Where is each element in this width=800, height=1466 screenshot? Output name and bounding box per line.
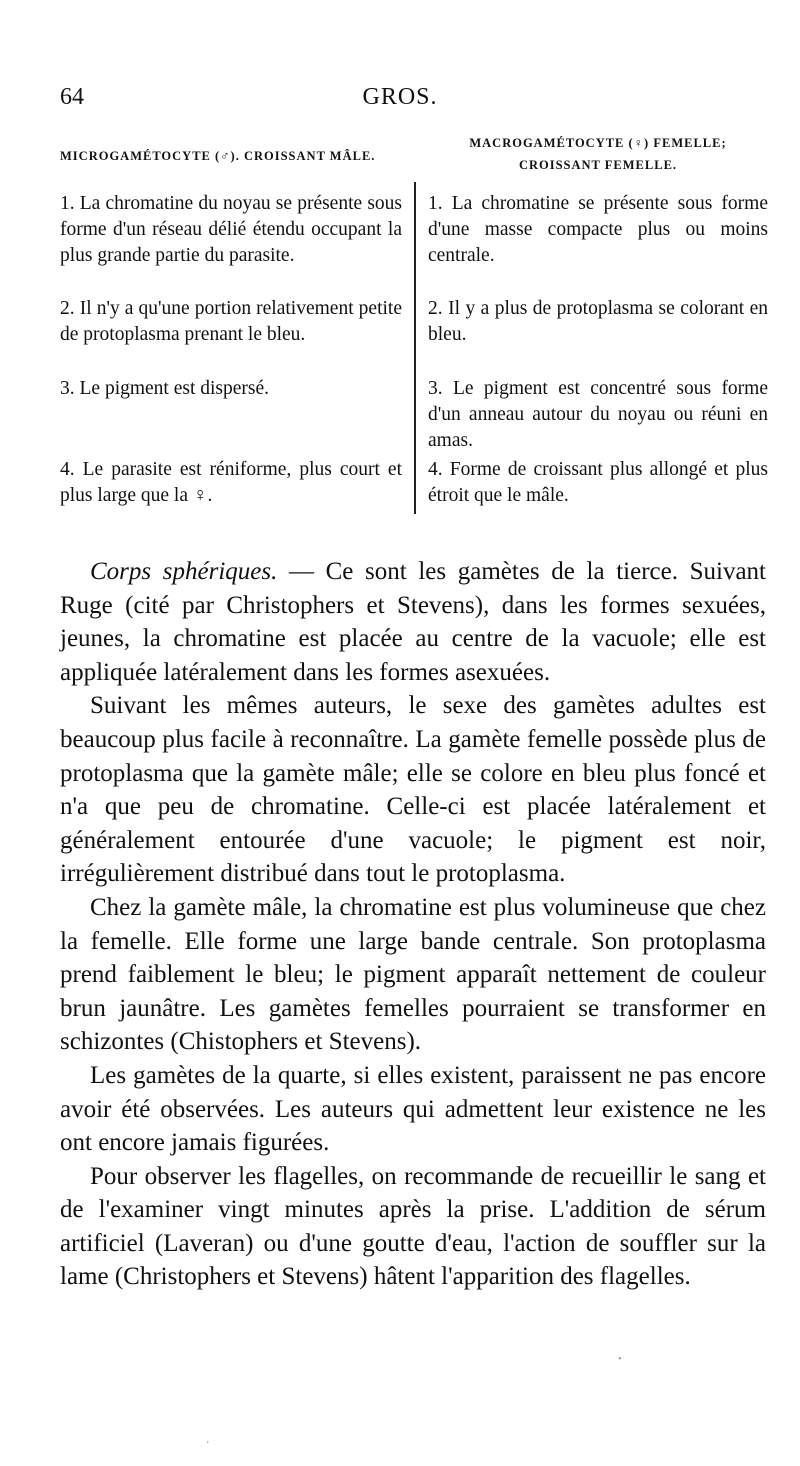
right-item-2: 2. Il y a plus de protoplasma se colorant en bleu. bbox=[428, 298, 768, 345]
column-divider bbox=[414, 182, 416, 514]
section-title: Corps sphériques. bbox=[90, 558, 278, 585]
right-item-3: 3. Le pigment est concentré sous forme d'un anneau autour du noyau ou réuni en amas. bbox=[428, 378, 768, 451]
left-column bbox=[60, 145, 402, 506]
right-heading-line-1: MACROGAMÉTOCYTE (♀) FEMELLE; bbox=[469, 136, 727, 150]
paragraph-1-text: — Ce sont les gamètes de la tierce. Suivant Ruge (cité par Christophers et Stevens), dans les formes sexuées, jeunes, la chromatine est placée au centre de la vacuole; elle est appliquée latéralement dans les formes asexuées. bbox=[60, 558, 766, 686]
right-item-4: 4. Forme de croissant plus allongé et plus étroit que le mâle. bbox=[428, 459, 768, 506]
stray-mark-1: • bbox=[618, 1354, 622, 1365]
body-text bbox=[60, 555, 766, 1294]
right-column bbox=[428, 132, 768, 506]
page-number: 64 bbox=[60, 84, 84, 110]
paragraph-1 bbox=[60, 555, 766, 689]
right-column-heading bbox=[428, 132, 768, 176]
left-item-1: 1. La chromatine du noyau se présente sous forme d'un réseau délié étendu occupant la plus grande partie du parasite. bbox=[60, 193, 402, 266]
paragraph-4: Les gamètes de la quarte, si elles existent, paraissent ne pas encore avoir été observées. Les auteurs qui admettent leur existence ne les ont encore jamais figurées. bbox=[60, 1061, 766, 1157]
stray-mark-2: ʼ bbox=[206, 1440, 210, 1451]
right-item-1: 1. La chromatine se présente sous forme d'une masse compacte plus ou moins centrale. bbox=[428, 193, 768, 266]
left-item-3: 3. Le pigment est dispersé. bbox=[60, 378, 270, 399]
running-title: GROS. bbox=[362, 84, 438, 110]
left-item-4: 4. Le parasite est réniforme, plus court et plus large que la ♀. bbox=[60, 459, 402, 506]
paragraph-2: Suivant les mêmes auteurs, le sexe des gamètes adultes est beaucoup plus facile à reconnaître. La gamète femelle possède plus de protoplasma que la gamète mâle; elle se colore en bleu plus foncé et n'a que peu de chromatine. Celle-ci est placée latéralement et généralement entourée d'une vacuole; le pigment est noir, irrégulièrement distribué dans tout le protoplasma. bbox=[60, 692, 766, 888]
right-heading-line-2: CROISSANT FEMELLE. bbox=[518, 158, 678, 172]
left-item-2: 2. Il n'y a qu'une portion relativement petite de protoplasma prenant le bleu. bbox=[60, 298, 402, 345]
paragraph-3: Chez la gamète mâle, la chromatine est plus volumineuse que chez la femelle. Elle forme une large bande centrale. Son protoplasma prend faiblement le bleu; le pigment apparaît nettement de couleur brun jaunâtre. Les gamètes femelles pourraient se transformer en schizontes (Chistophers et Stevens). bbox=[60, 893, 766, 1056]
left-column-heading: MICROGAMÉTOCYTE (♂). CROISSANT MÂLE. bbox=[60, 149, 376, 163]
paragraph-5: Pour observer les flagelles, on recommande de recueillir le sang et de l'examiner vingt minutes après la prise. L'addition de sérum artificiel (Laveran) ou d'une goutte d'eau, l'action de souffler sur la lame (Christophers et Stevens) hâtent l'apparition des flagelles. bbox=[60, 1162, 766, 1291]
